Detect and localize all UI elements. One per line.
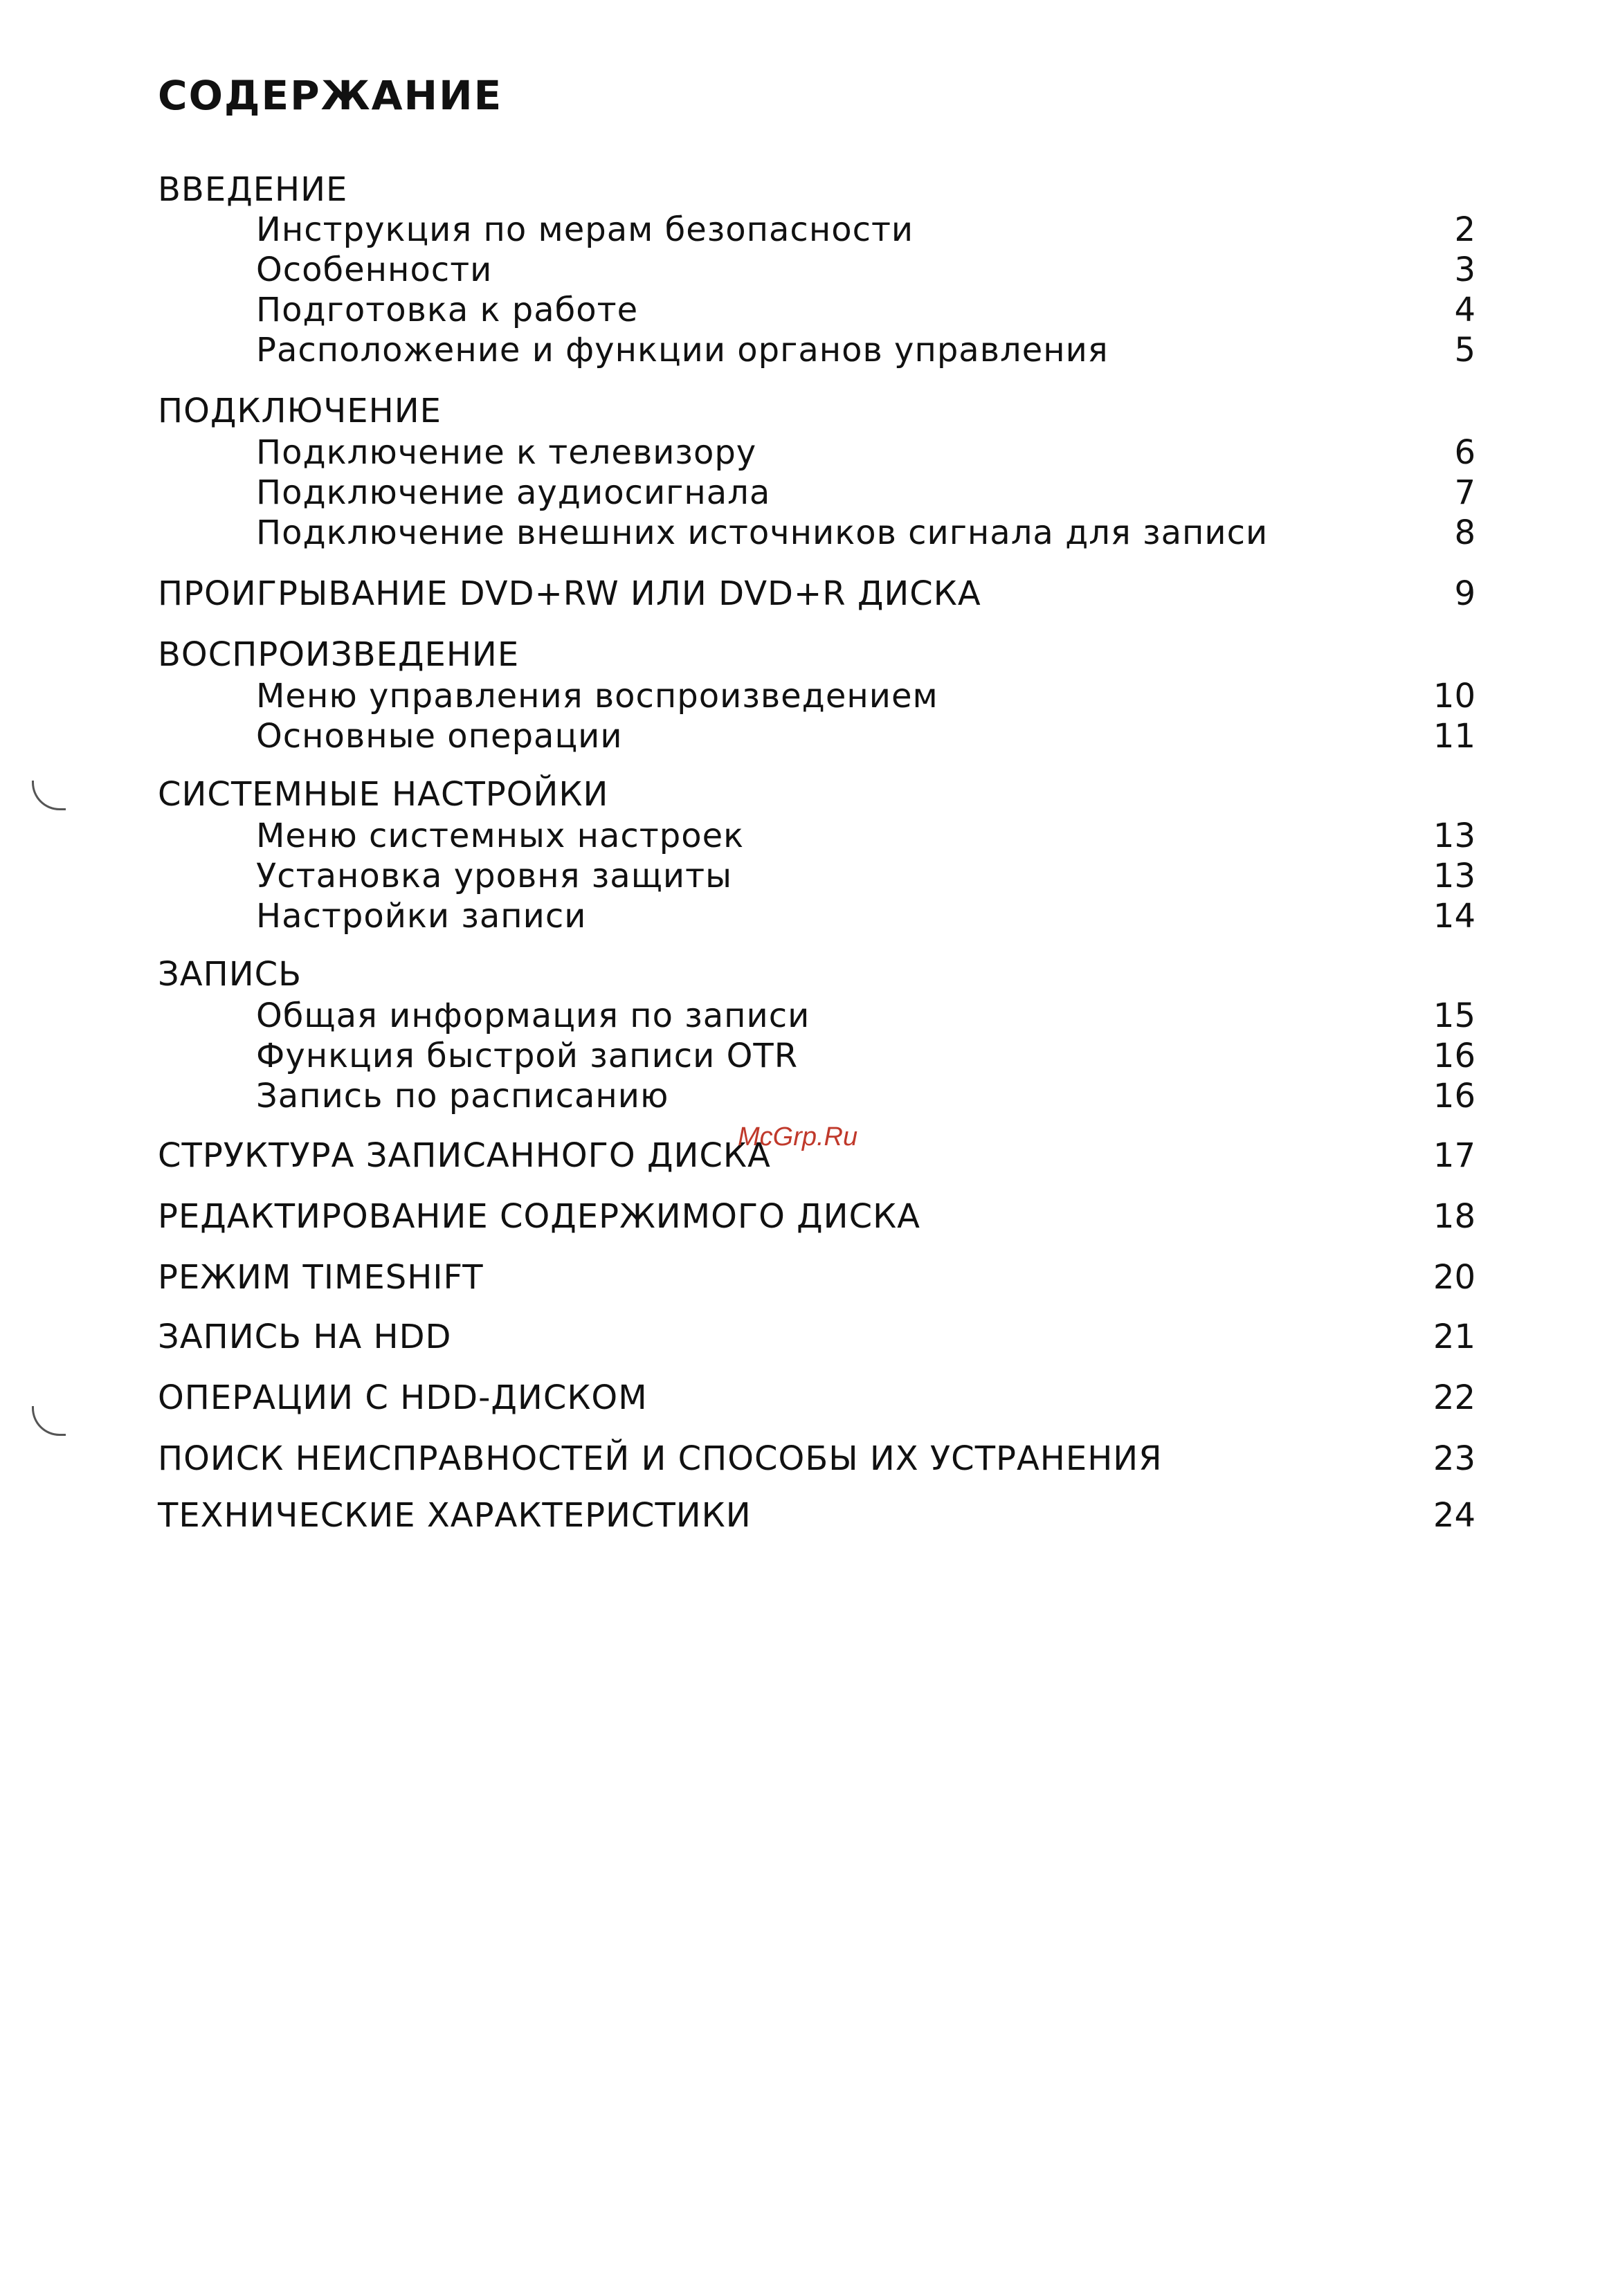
toc-page-number: 10 — [1433, 677, 1476, 716]
toc-section — [0, 1194, 1607, 1239]
watermark: McGrp.Ru — [738, 1122, 858, 1151]
toc-entry-title: Основные операции — [256, 717, 623, 756]
punch-hole-mark — [32, 1406, 66, 1436]
toc-entry-title: Запись по расписанию — [256, 1077, 669, 1115]
toc-subsection — [0, 511, 1607, 555]
toc-subsection — [0, 328, 1607, 372]
toc-entry-title: СИСТЕМНЫЕ НАСТРОЙКИ — [158, 775, 609, 814]
toc-section — [0, 1437, 1607, 1481]
toc-page-number: 23 — [1433, 1439, 1476, 1478]
toc-entry-title: Подготовка к работе — [256, 291, 639, 329]
toc-entry-title: ПОИСК НЕИСПРАВНОСТЕЙ И СПОСОБЫ ИХ УСТРАНЕНИЯ — [158, 1439, 1163, 1478]
toc-section — [0, 572, 1607, 616]
toc-entry-title: Настройки записи — [256, 897, 587, 936]
toc-entry-title: СТРУКТУРА ЗАПИСАННОГО ДИСКА — [158, 1136, 771, 1175]
toc-page-number: 16 — [1433, 1077, 1476, 1115]
toc-entry-title: ЗАПИСЬ — [158, 955, 302, 994]
toc-entry-title: ПОДКЛЮЧЕНИЕ — [158, 392, 442, 430]
toc-entry-title: Подключение внешних источников сигнала для записи — [256, 513, 1269, 552]
page-title: СОДЕРЖАНИЕ — [158, 72, 503, 119]
toc-page-number: 6 — [1454, 433, 1476, 472]
toc-section — [0, 167, 1607, 212]
toc-page-number: 21 — [1433, 1318, 1476, 1356]
toc-entry-title: ТЕХНИЧЕСКИЕ ХАРАКТЕРИСТИКИ — [158, 1496, 752, 1535]
toc-entry-title: Подключение к телевизору — [256, 433, 757, 472]
toc-entry-title: Инструкция по мерам безопасности — [256, 210, 914, 249]
toc-entry-title: Меню управления воспроизведением — [256, 677, 938, 716]
toc-page-number: 22 — [1433, 1378, 1476, 1417]
toc-subsection — [0, 248, 1607, 292]
toc-page-number: 18 — [1433, 1197, 1476, 1236]
toc-entry-title: Установка уровня защиты — [256, 857, 732, 895]
toc-entry-title: Функция быстрой записи OTR — [256, 1037, 799, 1075]
toc-subsection — [0, 994, 1607, 1038]
toc-page-number: 20 — [1433, 1258, 1476, 1297]
toc-entry-title: Подключение аудиосигнала — [256, 473, 771, 512]
toc-subsection — [0, 814, 1607, 858]
toc-page-number: 2 — [1454, 210, 1476, 249]
toc-subsection — [0, 894, 1607, 938]
toc-page-number: 16 — [1433, 1037, 1476, 1075]
toc-entry-title: Общая информация по записи — [256, 996, 810, 1035]
toc-section — [0, 632, 1607, 677]
toc-subsection — [0, 674, 1607, 718]
toc-section — [0, 1315, 1607, 1359]
toc-entry-title: ПРОИГРЫВАНИЕ DVD+RW ИЛИ DVD+R ДИСКА — [158, 574, 981, 613]
toc-page-number: 14 — [1433, 897, 1476, 936]
toc-section — [0, 389, 1607, 433]
toc-page-number: 4 — [1454, 291, 1476, 329]
toc-page-number: 3 — [1454, 250, 1476, 289]
toc-page-number: 8 — [1454, 513, 1476, 552]
toc-page-number: 17 — [1433, 1136, 1476, 1175]
toc-subsection — [0, 471, 1607, 515]
toc-entry-title: Расположение и функции органов управления — [256, 331, 1109, 370]
toc-subsection — [0, 1074, 1607, 1118]
toc-page-number: 5 — [1454, 331, 1476, 370]
toc-entry-title: ВВЕДЕНИЕ — [158, 170, 348, 209]
toc-section — [0, 952, 1607, 996]
toc-entry-title: Меню системных настроек — [256, 817, 745, 855]
toc-entry-title: РЕЖИМ TIMESHIFT — [158, 1258, 484, 1297]
toc-subsection — [0, 430, 1607, 475]
toc-page-number: 7 — [1454, 473, 1476, 512]
toc-subsection — [0, 208, 1607, 252]
toc-subsection — [0, 288, 1607, 332]
toc-page-number: 13 — [1433, 817, 1476, 855]
toc-subsection — [0, 714, 1607, 758]
toc-section — [0, 1255, 1607, 1300]
toc-page-number: 11 — [1433, 717, 1476, 756]
toc-page-number: 13 — [1433, 857, 1476, 895]
toc-page-number: 15 — [1433, 996, 1476, 1035]
toc-entry-title: РЕДАКТИРОВАНИЕ СОДЕРЖИМОГО ДИСКА — [158, 1197, 921, 1236]
toc-entry-title: ОПЕРАЦИИ С HDD-ДИСКОМ — [158, 1378, 648, 1417]
toc-entry-title: ВОСПРОИЗВЕДЕНИЕ — [158, 635, 520, 674]
toc-section — [0, 1493, 1607, 1538]
toc-page-number: 9 — [1454, 574, 1476, 613]
toc-section — [0, 772, 1607, 817]
toc-page-number: 24 — [1433, 1496, 1476, 1535]
toc-entry-title: ЗАПИСЬ НА HDD — [158, 1318, 452, 1356]
toc-subsection — [0, 854, 1607, 898]
toc-subsection — [0, 1034, 1607, 1078]
toc-entry-title: Особенности — [256, 250, 493, 289]
toc-section — [0, 1376, 1607, 1420]
